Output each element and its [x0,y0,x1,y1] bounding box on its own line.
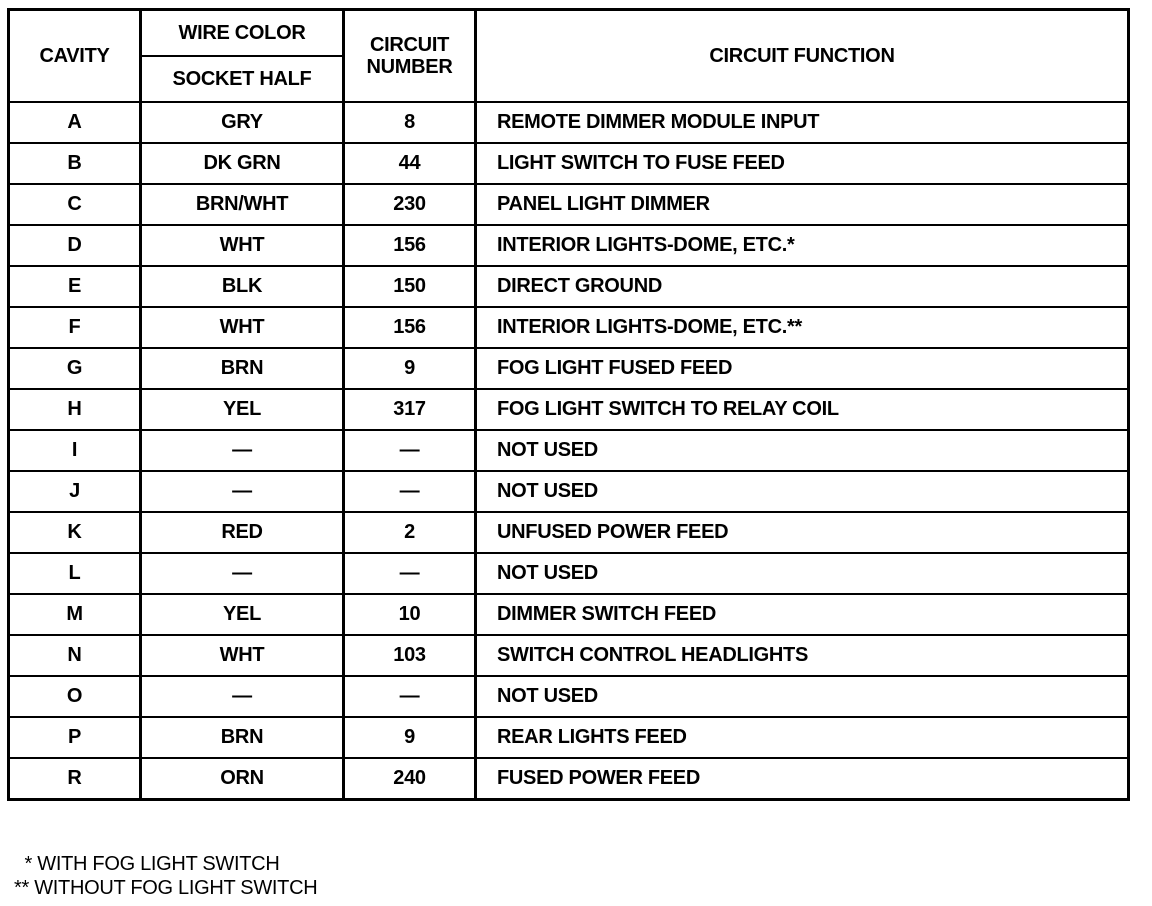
table-row [9,758,1129,800]
footnote-without-fog-switch: ** WITHOUT FOG LIGHT SWITCH [14,877,318,899]
wire-color-cell: — [141,471,344,512]
circuit-number-header-line1: CIRCUIT [369,34,449,56]
cavity-header: CAVITY [9,10,141,103]
cavity-cell: I [9,430,141,471]
wire-color-cell: YEL [141,389,344,430]
circuit-function-cell: DIRECT GROUND [476,266,1129,307]
circuit-number-cell: 150 [344,266,476,307]
table-row [9,307,1129,348]
circuit-function-cell: FOG LIGHT SWITCH TO RELAY COIL [476,389,1129,430]
cavity-cell: R [9,758,141,800]
cavity-cell: D [9,225,141,266]
circuit-number-cell: 2 [344,512,476,553]
table-row [9,635,1129,676]
circuit-function-cell: REAR LIGHTS FEED [476,717,1129,758]
circuit-number-header-line2: NUMBER [366,56,453,78]
circuit-function-header: CIRCUIT FUNCTION [476,10,1129,103]
wire-color-cell: BRN [141,717,344,758]
table-row [9,553,1129,594]
table-row [9,430,1129,471]
circuit-function-cell: NOT USED [476,471,1129,512]
cavity-cell: G [9,348,141,389]
circuit-number-cell: 9 [344,348,476,389]
table-row [9,512,1129,553]
cavity-cell: A [9,102,141,143]
circuit-function-cell: PANEL LIGHT DIMMER [476,184,1129,225]
wire-color-cell: YEL [141,594,344,635]
circuit-number-cell: — [344,553,476,594]
socket-half-header: SOCKET HALF [141,56,344,102]
circuit-number-cell: — [344,430,476,471]
cavity-cell: M [9,594,141,635]
wire-color-cell: ORN [141,758,344,800]
circuit-function-cell: NOT USED [476,553,1129,594]
circuit-number-cell: 156 [344,225,476,266]
circuit-number-cell: 10 [344,594,476,635]
circuit-function-cell: FOG LIGHT FUSED FEED [476,348,1129,389]
wire-color-cell: BRN/WHT [141,184,344,225]
circuit-number-cell: 317 [344,389,476,430]
cavity-cell: K [9,512,141,553]
circuit-number-cell: 103 [344,635,476,676]
wire-color-cell: WHT [141,635,344,676]
table-row [9,389,1129,430]
footnotes [14,852,317,900]
cavity-cell: B [9,143,141,184]
wire-color-cell: — [141,430,344,471]
wire-color-cell: WHT [141,225,344,266]
cavity-cell: O [9,676,141,717]
circuit-function-cell: INTERIOR LIGHTS-DOME, ETC.* [476,225,1129,266]
wire-color-header: WIRE COLOR [141,10,344,57]
circuit-function-cell: INTERIOR LIGHTS-DOME, ETC.** [476,307,1129,348]
cavity-cell: E [9,266,141,307]
table-row [9,143,1129,184]
cavity-cell: N [9,635,141,676]
wire-color-cell: WHT [141,307,344,348]
circuit-function-cell: SWITCH CONTROL HEADLIGHTS [476,635,1129,676]
wire-color-cell: BRN [141,348,344,389]
circuit-number-header [344,10,476,103]
table-row [9,471,1129,512]
circuit-number-cell: 44 [344,143,476,184]
circuit-number-cell: — [344,676,476,717]
cavity-cell: J [9,471,141,512]
table-row [9,348,1129,389]
circuit-function-cell: FUSED POWER FEED [476,758,1129,800]
circuit-number-cell: 240 [344,758,476,800]
circuit-number-cell: 8 [344,102,476,143]
circuit-number-cell: 230 [344,184,476,225]
wire-color-cell: RED [141,512,344,553]
cavity-cell: C [9,184,141,225]
table-row [9,717,1129,758]
wire-color-cell: BLK [141,266,344,307]
circuit-number-cell: 9 [344,717,476,758]
wire-color-cell: — [141,553,344,594]
table-header-row [9,10,1129,57]
cavity-cell: L [9,553,141,594]
circuit-function-cell: LIGHT SWITCH TO FUSE FEED [476,143,1129,184]
table-row [9,225,1129,266]
circuit-function-cell: UNFUSED POWER FEED [476,512,1129,553]
circuit-function-cell: DIMMER SWITCH FEED [476,594,1129,635]
cavity-cell: P [9,717,141,758]
circuit-number-cell: — [344,471,476,512]
cavity-cell: H [9,389,141,430]
table-row [9,676,1129,717]
wire-color-cell: DK GRN [141,143,344,184]
circuit-function-cell: REMOTE DIMMER MODULE INPUT [476,102,1129,143]
wire-color-cell: GRY [141,102,344,143]
connector-pinout-table [7,8,1130,801]
table-row [9,594,1129,635]
pinout-body [9,102,1129,800]
cavity-cell: F [9,307,141,348]
circuit-number-cell: 156 [344,307,476,348]
circuit-function-cell: NOT USED [476,430,1129,471]
table-row [9,184,1129,225]
circuit-function-cell: NOT USED [476,676,1129,717]
footnote-with-fog-switch: * WITH FOG LIGHT SWITCH [14,853,280,875]
table-row [9,102,1129,143]
wire-color-cell: — [141,676,344,717]
table-row [9,266,1129,307]
